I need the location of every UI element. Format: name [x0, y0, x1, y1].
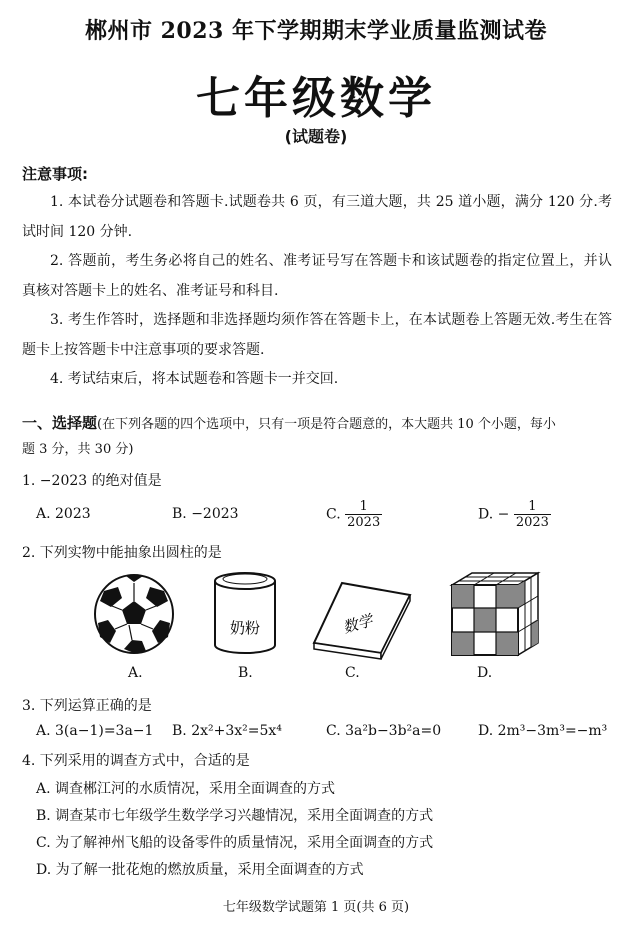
- fraction: $\frac{1}{2023}$: [515, 499, 549, 530]
- question-4-option-c: C. 为了解神州飞船的设备零件的质量情况，采用全面调查的方式: [36, 835, 434, 851]
- note-item-1: 1. 本试卷分试题卷和答题卡.试题卷共 6 页，有三道大题，共 25 道小题，满分 120 分.考试时间 120 分钟.: [22, 194, 612, 240]
- question-4-option-d: D. 为了解一批花炮的燃放质量，采用全面调查的方式: [36, 862, 364, 878]
- paper-type: (试题卷): [284, 127, 348, 146]
- fraction: $\frac{1}{2023}$: [347, 499, 381, 530]
- question-4-stem: 4. 下列采用的调查方式中，合适的是: [22, 753, 250, 769]
- question-3-option-c: C. 3a²b−3b²a=0: [326, 723, 442, 739]
- note-item-4: 4. 考试结束后，将本试题卷和答题卡一并交回.: [50, 371, 339, 387]
- section-1-heading: 一、选择题: [22, 414, 98, 432]
- question-3-option-a: A. 3(a−1)=3a−1: [36, 723, 154, 739]
- page-footer: 七年级数学试题第 1 页(共 6 页): [222, 900, 410, 915]
- figure-label-b: B.: [238, 665, 253, 681]
- question-3-option-b: B. 2x²+3x²=5x⁴: [172, 723, 282, 739]
- question-1-option-d: D. − $\frac{1}{2023}$: [478, 499, 549, 530]
- math-book-figure: [314, 583, 410, 659]
- question-3-stem: 3. 下列运算正确的是: [22, 698, 152, 714]
- figure-label-d: D.: [477, 665, 493, 681]
- rubik-cube-figure: [452, 569, 538, 655]
- question-1-option-a: A. 2023: [36, 506, 91, 522]
- question-2-figures: [0, 565, 632, 665]
- question-3-option-d: D. 2m³−3m³=−m³: [478, 723, 608, 739]
- note-item-3: 3. 考生作答时，选择题和非选择题均须作答在答题卡上，在本试题卷上答题无效.考生在答题卡上按答题卡中注意事项的要求答题.: [22, 312, 612, 358]
- question-1-option-c: C. $\frac{1}{2023}$: [326, 499, 381, 530]
- figure-label-a: A.: [128, 665, 143, 681]
- question-2-stem: 2. 下列实物中能抽象出圆柱的是: [22, 545, 222, 561]
- question-4-option-b: B. 调查某市七年级学生数学学习兴趣情况，采用全面调查的方式: [36, 808, 434, 824]
- subject-title: 七年级数学: [196, 73, 436, 124]
- soccer-ball-figure: [95, 575, 173, 653]
- section-1-desc-2: 题 3 分，共 30 分): [22, 442, 134, 457]
- question-1-stem: 1. −2023 的绝对值是: [22, 473, 162, 489]
- book-label: 数学: [340, 611, 375, 637]
- jar-label: 奶粉: [229, 619, 261, 637]
- section-1-desc: (在下列各题的四个选项中，只有一项是符合题意的，本大题共 10 个小题，每小: [97, 417, 556, 432]
- figure-label-c: C.: [345, 665, 360, 681]
- question-4-option-a: A. 调查郴江河的水质情况，采用全面调查的方式: [36, 781, 336, 797]
- note-item-2: 2. 答题前，考生务必将自己的姓名、准考证号写在答题卡和该试题卷的指定位置上，并认真核对答题卡上的姓名、准考证号和科目.: [22, 253, 612, 299]
- question-1-option-b: B. −2023: [172, 506, 239, 522]
- notes-heading: 注意事项:: [22, 165, 88, 183]
- section-1-intro: [22, 413, 556, 435]
- exam-title: 郴州市 2023 年下学期期末学业质量监测试卷: [84, 18, 548, 44]
- milk-jar-figure: [215, 573, 275, 653]
